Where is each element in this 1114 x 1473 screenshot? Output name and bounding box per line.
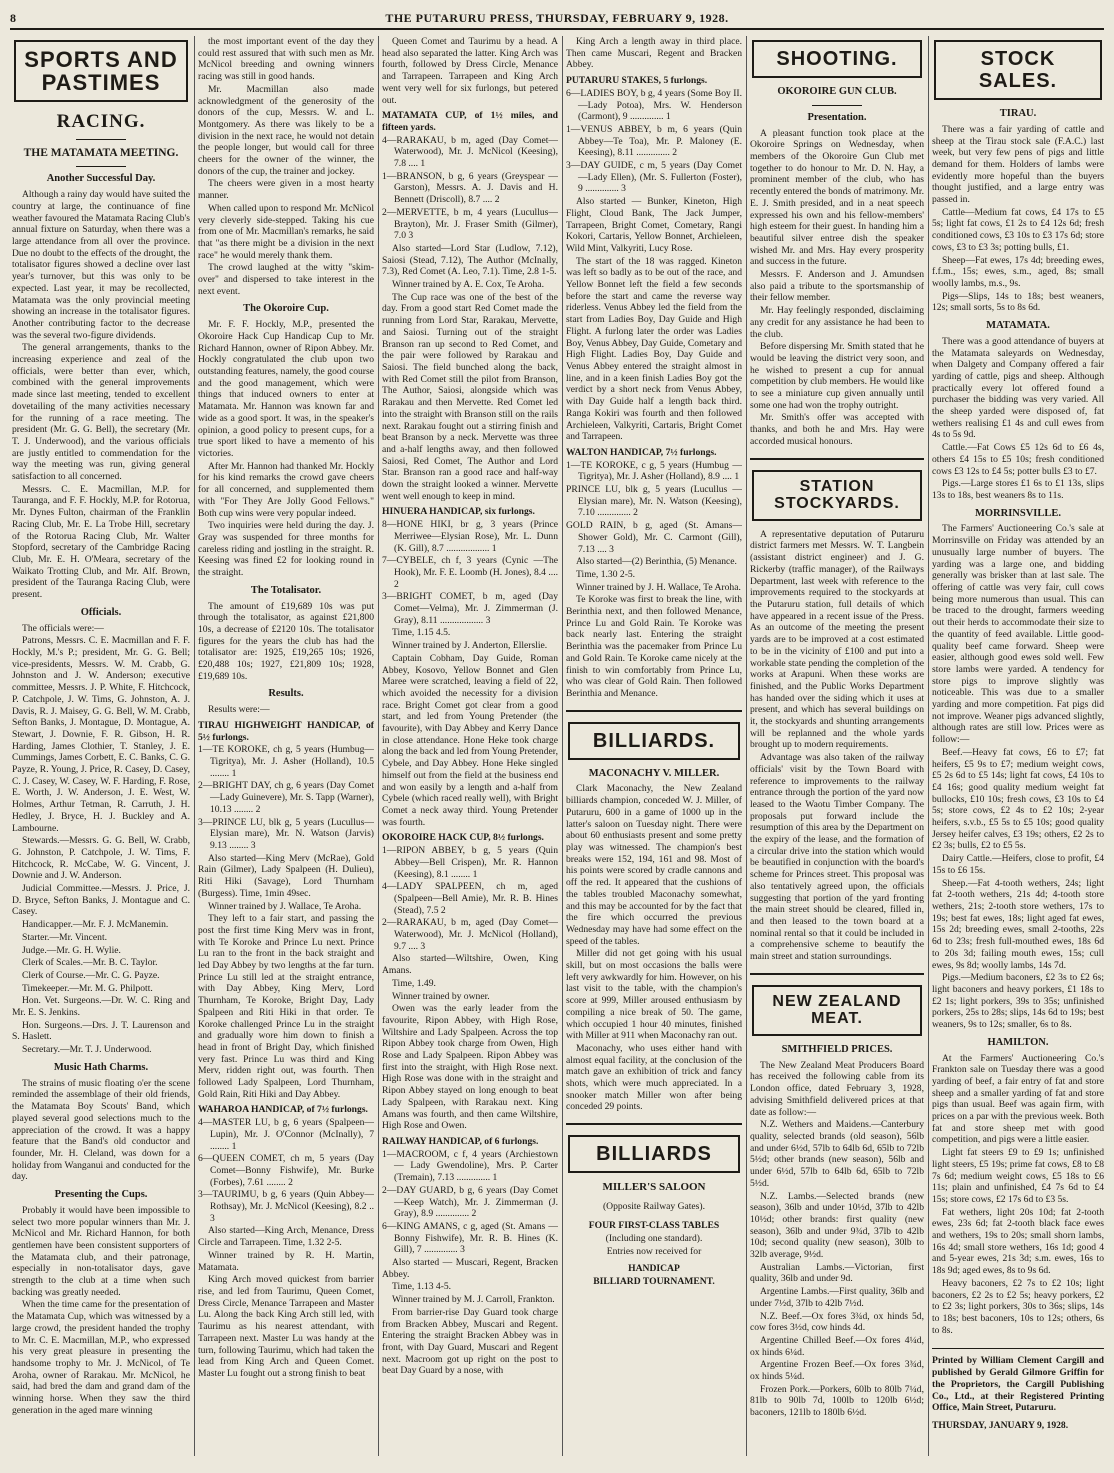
article-paragraph: A pleasant function took place at the Okoroire Springs on Wednesday, when members of the Okoroire Gun Club met together to do honour to Mr. D. N. Hay, a prominent member of the club, who has recently entered the bonds of matrimony. Mr. E. J. Smith presided, and in a neat speech expressed his own and his fellow-members' high esteem for their guest. In handing him a beautiful silver entree dish the speaker wished Mr. and Mrs. Hay every prosperity and success in the future. xyxy=(750,127,924,268)
race-note: From barrier-rise Day Guard took charge from Bracken Abbey, Muscari and Regent. Entering the straight Bracken Abbey was in front, with Day Guard, Muscari and Regent next. Macroom got up right on the post to beat Day Guard by a nose, with xyxy=(382,1306,558,1377)
price-line: N.Z. Beef.—Ox fores 3¾d, ox hinds 5d, cow fores 3½d, cow hinds 4d. xyxy=(750,1310,924,1334)
music-heading: Music Hath Charms. xyxy=(53,1061,149,1073)
article-paragraph: The strains of music floating o'er the scene reminded the assemblage of their old friends, the Matamata Boy Scouts' Band, which played several good selections much to the appreciation of the crowd. It was a happy feature that the Band's old conductor and founder, Mr. H. Cleland, was down for a holiday from Wanganui and conducted for the day. xyxy=(12,1077,190,1183)
officials-line: Stewards.—Messrs. G. G. Bell, W. Crabb, G. Johnston, P. Catchpole, J. W. Tims, F. Hitchcock, R. McCabe, W. G. Vincent, J. Downie and J. W. Anderson. xyxy=(12,835,190,882)
stock-sales-header: STOCK SALES. xyxy=(934,40,1102,100)
price-line: Fat wethers, light 20s 10d; fat 2-tooth ewes, 23s 6d; fat 2-tooth black face ewes and wethers, 19s to 20s; small shorn lambs, 16s 4d; small store wethers, 16s 1d; good 4 and 5-year ewes, 21s 3d; s.m. ewes, 16s to 18s 9d; aged ewes, 8s to 9s 6d. xyxy=(932,1206,1104,1277)
article-paragraph: the most important event of the day they could rest assured that with such men as Mr. McNicol breeding and owning winners racing was still in good hands. xyxy=(198,36,374,83)
officials-line: Hon. Vet. Surgeons.—Dr. W. C. Ring and Mr. E. S. Jenkins. xyxy=(12,995,190,1019)
race-note: They left to a fair start, and passing the post the first time King Merv was in front, with Te Koroke and Prince Lu next. Prince Lu ran to the front in the back straight and led Day Abbey by two lengths at the far turn. Prince Lu still led at the straight entrance, with Day Abbey, King Merv, Lord Thurnham, Te Koroke, Bright Day, Lady Spalpeen and Riti Hiki in that order. Te Koroke challenged Prince Lu in the straight and gradually wore him down to finish a head in front of Bright Day, which finished very fast. Prince Lu was third and King Merv, ridden right out, was fourth. Then followed Lady Spalpeen, Lord Thurnham, Gold Rain, Riti Hiki and Day Abbey. xyxy=(198,913,374,1100)
article-paragraph: Probably it would have been impossible to select two more popular winners than Mr. J. McNicol and Mr. Richard Hannon, for both gentlemen have been consistent supporters of the Matamata club, and their patronage, especially in non-totalisator days, gave strength to the club at a time when such backing was greatly needed. xyxy=(12,1204,190,1298)
race-heading: RAILWAY HANDICAP, of 6 furlongs. xyxy=(382,1135,539,1147)
race-note: Winner trained by J. H. Wallace, Te Aroha. xyxy=(576,581,741,593)
race-note: The start of the 18 was ragged. Kineton was left so badly as to be out of the race, and Yellow Bonnet left the field a few seconds before the start and came the reverse way riderless. Venus Abbey led the field from the start from Ladies Boy, Day Guide and High Flight. A furlong later the order was Ladies Boy, Venus Abbey, Day Guide, Cometary and High Flight. Ladies Boy, Day Guide and Venus Abbey entered the straight almost in line, and in a keen finish Ladies Boy got the verdict by a short neck from Venus Abbey, with Day Guide half a length back third. Ranga Kokiri was fourth and then followed Archieleen, Valkyriti, Cartaris, Bright Comet and Tarrapeen. xyxy=(566,255,742,443)
divider xyxy=(566,1123,742,1125)
gun-club-heading: OKOROIRE GUN CLUB. xyxy=(777,86,897,97)
article-paragraph: Mr. Hay feelingly responded, disclaiming any credit for any assistance he had been to the club. xyxy=(750,305,924,340)
article-paragraph: There was a good attendance of buyers at the Matamata saleyards on Wednesday, when Dalgety and Company offered a fair yarding of cattle, pigs and sheep. Although practically every lot offered found a purchaser the bidding was very varied. All the sheep yarded were disposed of, fat wethers realising £1 4s and cull ewes from 4s to 5s 9d. xyxy=(932,335,1104,441)
price-line: Frozen Pork.—Porkers, 60lb to 80lb 7¼d, 81lb to 90lb 7d, 100lb to 120lb 6½d; baconers, 121lb to 180lb 6½d. xyxy=(750,1383,924,1419)
credit-date: THURSDAY, JANUARY 9, 1928. xyxy=(932,1419,1069,1431)
column-rule xyxy=(194,36,195,1456)
race-note: Time, 1.30 2-5. xyxy=(576,568,636,580)
officials-line: Patrons, Messrs. C. E. Macmillan and F. F. Hockly, M.'s P.; president, Mr. G. G. Bell; vice-presidents, Messrs. W. M. Crabb, G. Johnston and J. W. Anderson; executive committee, Messrs. J. P. White, F. Hitchcock, P. Catchpole, J. W. Tims, G. Johnston, A. J. Davis, R. J. Maisey, G. G. Bell, W. M. Crabb, Sefton Banks, J. Montague, D. Montague, A. Stewart, J. Downie, F. R. Gibson, H. R. Harding, James Clothier, T. Stanley, J. E. Cummings, James Corbett, E. C. Banks, C. G. Payze, R. Young, J. Price, R. Casey, D. Casey, C. J. Casey, W. Casey, W. F. Harding, F. Rose, E. Worth, J. W. Anderson, J. E. West, W. Holmes, Arthur Tetman, R. Carruth, J. H. Hedley, J. Bryce, H. J. Buckley and A. Lambourne. xyxy=(12,635,190,834)
article-paragraph: Two inquiries were held during the day. J. Gray was suspended for three months for careless riding and jostling in the straight. R. Keesing was fined £2 for looking round in the straight. xyxy=(198,520,374,579)
shooting-header: SHOOTING. xyxy=(752,40,922,78)
race-note: Also started — Muscari, Regent, Bracken Abbey. xyxy=(382,1257,558,1280)
race-note: Also started—(2) Berinthia, (5) Menance. xyxy=(576,556,737,568)
race-entry: 4—LADY SPALPEEN, ch m, aged (Spalpeen—Bell Amie), Mr. R. B. Hines (Stead), 7.5 2 xyxy=(382,881,558,916)
printer-credit: Printed by William Clement Cargill and published by Gerald Gilmore Griffin for the Proprietors, the Cargill Publishing Co., Ltd., at their Registered Printing Office, Main Street, Putaruru. xyxy=(932,1348,1104,1414)
race-note: Also started—King Merv (McRae), Gold Rain (Gilmer), Lady Spalpeen (H. Dulieu), Riti Hiki (Savage), Lord Thurnham (Burgess). Time, 1min 49sec. xyxy=(198,852,374,899)
race-entry: 1—MACROOM, c f, 4 years (Archiestown — Lady Gwendoline), Mrs. P. Carter (Tremain), 7.13 .............. 1 xyxy=(382,1148,558,1184)
presentation-heading: Presentation. xyxy=(807,111,867,123)
billiards-header: BILLIARDS. xyxy=(568,722,740,760)
race-heading: OKOROIRE HACK CUP, 8½ furlongs. xyxy=(382,832,544,844)
officials-line: Judicial Committee.—Messrs. J. Price, J. D. Bryce, Sefton Banks, J. Montague and C. Casey. xyxy=(12,883,190,918)
race-note: Winner trained by owner. xyxy=(392,990,490,1002)
price-line: N.Z. Lambs.—Selected brands (new season), 36lb and under 10½d, 37lb to 42lb 10½d; other brands: first quality (new season), 36lb and under 9¾d, 37lb to 42lb 10d; second quality (new season), 30lb to 32lb average, 9½d. xyxy=(750,1190,924,1261)
divider xyxy=(750,458,924,460)
price-line: Sheep—Fat ewes, 17s 4d; breeding ewes, f.f.m., 15s; ewes, s.m., aged, 8s; small woolly lambs, m.s., 9s. xyxy=(932,254,1104,289)
column-rule xyxy=(746,36,747,1456)
race-note: Winner trained by J. Wallace, Te Aroha. xyxy=(208,900,362,912)
column-rule xyxy=(928,36,929,1456)
column-5 xyxy=(750,36,924,1456)
sports-header: SPORTS AND PASTIMES xyxy=(14,40,188,102)
race-heading: PUTARURU STAKES, 5 furlongs. xyxy=(566,75,708,87)
race-note: The Cup race was one of the best of the day. From a good start Red Comet made the running from Lord Star, Rarakau, Mervette, and Saiosi. Turning out of the straight Branson ran up second to Red Comet, and the pair were followed by Rarakau and Saiosi. The field bunched along the back, with Red Comet still the pilot from Branson, The Author, Saiosi, alongside which was Rarakau and then Mervette. Red Comet led into the straight with Branson still on the rails next. Rarakau fought out a stirring finish and beat Branson by a neck. Mervette was three and a-half lengths away, and then followed Saiosi, Red Comet, The Author and Lord Star. Branson ran a good race and half-way down the straight looked a winner. Mervette went well enough to keep in mind. xyxy=(382,291,558,502)
column-rule xyxy=(378,36,379,1456)
price-line: Sheep.—Fat 4-tooth wethers, 24s; light fat 2-tooth wethers, 21s 4d; 4-tooth store wethers, 21s; 2-tooth store wethers, 17s to 19s; best fat ewes, 18s; light aged fat ewes, 15s 2d; breeding ewes, small 2-tooths, 22s 6d to 23s; fresh full-mouthed ewes, 18s 6d to 20s 3d; failing mouth ewes, 15s; cull ewes, 9s 8d; woolly lambs, 14s 7d. xyxy=(932,877,1104,971)
racing-heading: RACING. xyxy=(56,111,146,133)
officials-line: Clerk of Course.—Mr. C. G. Payze. xyxy=(22,969,160,981)
price-line: Heavy baconers, £2 7s to £2 10s; light baconers, £2 2s to £2 5s; heavy porkers, £2 to £2 3s; light porkers, 30s to 36s; slips, 14s to 18s; best baconers, 10s to 12s; others, 6s to 8s. xyxy=(932,1277,1104,1336)
race-entry: 2—BRIGHT DAY, ch g, 6 years (Day Comet—Lady Guinevere), Mr. S. Tapp (Warner), 10.13 ........ 2 xyxy=(198,780,374,815)
article-paragraph: There was a fair yarding of cattle and sheep at the Tirau stock sale (F.A.C.) last week, but very few pens of pigs and little demand for them. Holders of lambs were evidently more hopeful than the buyers thought justified, and a large entry was passed in. xyxy=(932,123,1104,206)
price-line: Dairy Cattle.—Heifers, close to profit, £4 15s to £6 15s. xyxy=(932,853,1104,876)
masthead xyxy=(10,8,1104,30)
page-columns xyxy=(12,36,1104,1466)
price-line: Argentine Chilled Beef.—Ox fores 4¼d, ox hinds 6¼d. xyxy=(750,1334,924,1358)
divider xyxy=(76,166,126,167)
race-note: Winner trained by R. H. Martin, Matamata. xyxy=(198,1249,374,1273)
ad-tables: FOUR FIRST-CLASS TABLES xyxy=(588,1220,720,1232)
saloon-location: (Opposite Railway Gates). xyxy=(602,1200,706,1212)
race-entry: 3—DAY GUIDE, c m, 5 years (Day Comet—Lady Ellen), (Mr. S. Fullerton (Foster), 9 .............. 3 xyxy=(566,160,742,195)
race-note: Time, 1.13 4-5. xyxy=(392,1281,452,1293)
race-note: Winner trained by A. E. Cox, Te Aroha. xyxy=(392,279,544,291)
column-1 xyxy=(12,36,190,1456)
race-entry: 1—TE KOROKE, ch g, 5 years (Humbug—Tigritya), Mr. J. Asher (Holland), 10.5 ........ 1 xyxy=(198,744,374,779)
article-paragraph: Maconachy, who uses either hand with almost equal facility, at the conclusion of the match gave an exhibition of trick and fancy shots, which were much appreciated. In a snooker match Miller won after being conceded 29 points. xyxy=(566,1042,742,1113)
race-note: Te Koroke was first to break the line, with Berinthia next, and then followed Menance, Prince Lu and Gold Rain. Te Koroke was back nearly last. Entering the straight Berinthia was the pacemaker from Prince Lu and Gold Rain. Te Koroke came nicely at the finish to win comfortably from Prince Lu, who was clear of Gold Rain. Then followed Berinthia and Menance. xyxy=(566,594,742,699)
article-paragraph: The crowd laughed at the witty "skim-over" and dispersed to take interest in the next event. xyxy=(198,262,374,297)
ad-standard: (Including one standard). xyxy=(605,1232,703,1244)
race-note: Also started — Bunker, Kineton, High Flight, Cloud Bank, The Jack Jumper, Tarrapeen, Bright Comet, Cometary, Rangi Kokori, Cartaris, Yellow Bonnet, Archieleen, Wild Mint, Valkyriti, Lucy Rose. xyxy=(566,196,742,254)
race-entry: 2—MERVETTE, b m, 4 years (Lucullus—Brayton), Mr. J. Fraser Smith (Gilmer), 7.0 3 xyxy=(382,206,558,242)
article-paragraph: When called upon to respond Mr. McNicol very cleverly side-stepped. Taking his cue from one of Mr. Macmillan's remarks, he said that "as there might be a division in the next race" he would merely thank them. xyxy=(198,202,374,261)
race-entry: 3—TAURIMU, b g, 6 years (Quin Abbey—Rothsay), Mr. J. McNicol (Keesing), 8.2 .. 3 xyxy=(198,1189,374,1224)
race-entry: 1—TE KOROKE, c g, 5 years (Humbug — Tigrityа), Mr. J. Asher (Holland), 8.9 .... 1 xyxy=(566,459,742,483)
race-entry: 2—RARAKAU, b m, aged (Day Comet—Waterwood), Mr. J. McNicol (Holland), 9.7 .... 3 xyxy=(382,917,558,952)
article-paragraph: Although a rainy day would have suited the country at large, the continuance of fine weather favoured the Matamata Racing Club's annual fixture on Saturday, when there was a large attendance from all over the province. Due no doubt to the effects of the drought, the totalisator figures showed a decline over last year's turnover, but this was only to be expected. Last year, it may be recollected, Matamata was the only provincial meeting showing an increase in the totalisator figures. Another contributing factor to the decrease was the several two-figure dividends. xyxy=(12,189,190,341)
race-entry: PRINCE LU, blk g, 5 years (Lucullus — Elysian mare), Mr. N. Watson (Keesing), 7.10 .............. 2 xyxy=(566,484,742,519)
hamilton-heading: HAMILTON. xyxy=(987,1036,1049,1048)
race-entry: 1—RIPON ABBEY, b g, 5 years (Quin Abbey—Bell Crispen), Mr. R. Hannon (Keesing), 8.1 ........ 1 xyxy=(382,845,558,880)
article-paragraph: Mr. Smith's offer was accepted with thanks, and both he and Mrs. Hay were accorded musical honours. xyxy=(750,412,924,447)
price-line: Beef.—Heavy fat cows, £6 to £7; fat heifers, £5 9s to £7; medium weight cows, £5 2s 6d to £5 14s; light fat cows, £4 10s to £4 16s; good quality medium weight fat bullocks, £10 10s; fresh cows, £3 10s to £4 5s; store cows, £2 4s to £2 10s; 2-year heifers, s.v.b., £5 5s to £5 10s; good quality Jersey heifer calves, £3 19s; others, £2 2s to £2 3s; bulls, £2 to £5 5s. xyxy=(932,746,1104,852)
race-note: Also started—Lord Star (Ludlow, 7.12), Saiosi (Stead, 7.12), The Author (McInally, 7.3), Red Comet (A. Leo, 7.1). Time, 2.8 1-5. xyxy=(382,242,558,278)
results-heading: Results. xyxy=(268,688,304,700)
article-paragraph: Advantage was also taken of the railway officials' visit by the Town Board with reference to improvements to the railway entrance through the portion of the yard now leased to the Waotu Timber Company. The proposals put forward include the resumption of this area by the Department on the expiry of the lease, and the formation of a circular drive into the station which would be beautified in conjunction with the board's scheme for Princes street. This proposal was also tentatively agreed upon, the officials suggesting that portion of the yard fronting the main street should be cleared, filled in, and then leased to the town board at a nominal rental so that it could be included in a comprehensive scheme to beautify the main street and station surroundings. xyxy=(750,752,924,963)
price-line: Argentine Frozen Beef.—Ox fores 3¾d, ox hinds 5¼d. xyxy=(750,1359,924,1383)
race-note: Time, 1.49. xyxy=(392,977,436,989)
article-paragraph: King Arch a length away in third place. Then came Muscari, Regent and Bracken Abbey. xyxy=(566,36,742,71)
race-heading: WALTON HANDICAP, 7½ furlongs. xyxy=(566,446,717,458)
officials-heading: Officials. xyxy=(80,606,122,618)
column-3 xyxy=(382,36,558,1456)
divider xyxy=(76,139,126,140)
tirau-heading: TIRAU. xyxy=(999,108,1037,119)
saloon-name: MILLER'S SALOON xyxy=(602,1181,706,1194)
officials-line: Hon. Surgeons.—Drs. J. T. Laurenson and S. Haslett. xyxy=(12,1019,190,1043)
race-heading: WAHAROA HANDICAP, of 7½ furlongs. xyxy=(198,1104,368,1116)
race-note: Also started—Wiltshire, Owen, King Amans. xyxy=(382,953,558,977)
morrinsville-heading: MORRINSVILLE. xyxy=(974,507,1062,519)
article-paragraph: Before dispersing Mr. Smith stated that he would be leaving the district very soon, and he wished to present a cup for annual competition by club members. He would like to see a miniature cup given annually until some one had won the trophy outright. xyxy=(750,341,924,411)
okoroire-cup-heading: The Okoroire Cup. xyxy=(243,303,329,315)
column-rule xyxy=(562,36,563,1456)
article-paragraph: Messrs. F. Anderson and J. Amundsen also paid a tribute to the sportsmanship of their fellow member. xyxy=(750,269,924,304)
race-entry: 1—VENUS ABBEY, b m, 6 years (Quin Abbey—Te Toa), Mr. P. Maloney (E. Keesing), 8.11 .............. 2 xyxy=(566,123,742,159)
race-note: King Arch moved quickest from barrier rise, and led from Taurimu, Queen Comet, Dress Circle, Menance Tarrapeen and Master Lu. Along the back King Arch still led, with Taurimu as his nearest attendant, with Tarrapeen next. Master Lu was handy at the turn, following Taurimu, which had taken the lead from King Arch and Queen Comet. Master Lu fought out a strong finish to beat xyxy=(198,1274,374,1379)
race-note: Owen was the early leader from the favourite, Ripon Abbey, with High Rose, Wiltshire and Lady Spalpeen. Across the top Ripon Abbey took charge from Owen, High Rose and Lady Spalpeen. Ripon Abbey was first into the straight, with High Rose next. High Rose was done with in the straight and Ripon Abbey stayed on long enough to beat Lady Spalpeen, with Rarakau next. King Amans was fourth, and then came Wiltshire, High Rose and Owen. xyxy=(382,1003,558,1132)
price-line: N.Z. Wethers and Maidens.—Canterbury quality, selected brands (old season), 56lb and under 6½d, 57lb to 64lb 6d, 65lb to 72lb 5½d; other brands (new season), 56lb and under 6½d, 57lb to 64lb 6d, 65lb to 72lb 5½d. xyxy=(750,1119,924,1189)
officials-line: The officials were:— xyxy=(22,622,104,634)
race-entry: 4—RARAKAU, b m, aged (Day Comet—Waterwood), Mr. J. McNicol (Keesing), 7.8 .... 1 xyxy=(382,134,558,170)
officials-line: Timekeeper.—Mr. M. G. Philpott. xyxy=(22,982,153,994)
officials-line: Judge.—Mr. G. H. Wylie. xyxy=(22,944,121,956)
article-paragraph: After Mr. Hannon had thanked Mr. Hockly for his kind remarks the crowd gave cheers for all concerned, and supplemented them with "For They Are Jolly Good Fellows." Both cup wins were very popular indeed. xyxy=(198,460,374,519)
billiards-subheading: MACONACHY V. MILLER. xyxy=(588,767,720,779)
article-paragraph: The Farmers' Auctioneering Co.'s sale at Morrinsville on Friday was attended by an unusually large number of buyers. The yarding was a large one, and bidding generally was brisker than at last sale. The offering of cattle was very fair, cull cows being more numerous than usual. This can be traced to the drought, farmers weeding out their herds to accommodate their size to the quantity of feed available. Little good-quality beef came forward. Sheep were easier, although good ewes sold well. Few store lambs were yarded. A tendency for store pigs to improve slightly was noticeable. This was due to a smaller yarding and more competition. Fat pigs did not improve. Weaner pigs advanced slightly, although rates are still low. Prices were as follow:— xyxy=(932,523,1104,746)
price-line: Cattle.—Fat Cows £5 12s 6d to £6 4s, others £4 15s to £5 10s; fresh conditioned cows £3 12s to £4 5s; potter bulls £3 to £7. xyxy=(932,442,1104,477)
race-entry: 2—DAY GUARD, b g, 6 years (Day Comet—Keep Watch), Mr. J. Zimmerman (J. Gray), 8.9 .............. 2 xyxy=(382,1184,558,1220)
cups-heading: Presenting the Cups. xyxy=(54,1189,148,1201)
officials-line: Handicapper.—Mr. F. J. McManemin. xyxy=(22,919,169,931)
race-entry: 1—BRANSON, b g, 6 years (Greyspear — Garston), Messrs. A. J. Davis and H. Bennett (Driscoll), 8.7 .... 2 xyxy=(382,170,558,206)
article-paragraph: The general arrangements, thanks to the increasing experience and zeal of the officials, were better than ever, which, combined with the general improvements made since last meeting, tended to excellent dovetailing of the many activities necessary for the running of a race meeting. The president (Mr. G. G. Bell), the secretary (Mr. T. J. Underwood), and the various officials are justly entitled to commendation for the way the meeting was run, giving general satisfaction to all concerned. xyxy=(12,342,190,483)
article-paragraph: A representative deputation of Putaruru district farmers met Messrs. W. T. Langbein (assistant district engineer) and J. G. Rickerby (traffic manager), of the Railways Department, last week with reference to the improvements required to the stockyards at the Putaruru station, full details of which have appeared in a recent issue of the Press. As an outcome of the meeting the present yards are to be improved at a cost estimated to be in the vicinity of £100 and put into a workable state pending the completion of the works at Arapuni. When these works are finished, and the Public Works Department has handed over the siding which it uses at present, and which has several buildings on it, the stockyards and shunting arrangements will be replanned and the whole yards brought up to modern requirements. xyxy=(750,528,924,751)
page-number: 8 xyxy=(10,10,17,25)
ad-tournament: BILLIARD TOURNAMENT. xyxy=(593,1276,715,1288)
article-paragraph: Results were:— xyxy=(208,704,270,716)
officials-line: Clerk of Scales.—Mr. B. C. Taylor. xyxy=(22,957,158,969)
article-paragraph: Miller did not get going with his usual skill, but on most occasions the balls were left very awkwardly for him. However, on his last visit to the table, with the champion's score at 999, Miller aroused enthusiasm by compiling a nice break of 50. The game, which occupied 1 hour 40 minutes, finished with Miller at 911 when Maconachy ran out. xyxy=(566,948,742,1042)
article-paragraph: Messrs. C. E. Macmillan, M.P. for Tauranga, and F. F. Hockly, M.P. for Rotorua, Mr. Dynes Fulton, chairman of the Franklin Racing Club, Mr. E. La Trobe Hill, secretary of the Rotorua Racing Club, Mr. Walter Stopford, secretary of the Cambridge Racing Club, Mr. E. H. O'Meara, secretary of the Waikato Trotting Club, and Mr. Alf. Brown, president of the Tauranga Racing Club, were present. xyxy=(12,483,190,601)
race-heading: TIRAU HIGHWEIGHT HANDICAP, of 5½ furlongs. xyxy=(198,719,374,743)
article-paragraph: The cheers were given in a most hearty manner. xyxy=(198,178,374,202)
matamata-heading: MATAMATA. xyxy=(986,320,1050,332)
race-note: Winner trained by M. J. Carroll, Frankton. xyxy=(392,1294,555,1306)
ad-entries: Entries now received for xyxy=(606,1245,702,1257)
meeting-heading: THE MATAMATA MEETING. xyxy=(23,147,179,160)
officials-line: Starter.—Mr. Vincent. xyxy=(22,931,108,943)
price-line: Argentine Lambs.—First quality, 36lb and under 7½d, 37lb to 42lb 7½d. xyxy=(750,1286,924,1309)
price-line: Australian Lambs.—Victorian, first quality, 36lb and under 9d. xyxy=(750,1261,924,1285)
race-entry: 8—HONE HIKI, br g, 3 years (Prince Merriwee—Elysian Rose), Mr. L. Dunn (K. Gill), 8.7 .................. 1 xyxy=(382,519,558,554)
column-2 xyxy=(198,36,374,1456)
race-entry: 4—MASTER LU, b g, 6 years (Spalpeen—Lupin), Mr. J. O'Connor (McInally), 7 ........ 1 xyxy=(198,1117,374,1152)
article-paragraph: Queen Comet and Taurimu by a head. A head also separated the latter. King Arch was fourth, followed by Dress Circle, Menance and Tarrapeen. Tarrapeen and King Arch went very well for six furlongs, but petered out. xyxy=(382,36,558,106)
smithfield-heading: SMITHFIELD PRICES. xyxy=(781,1043,893,1055)
race-entry: 6—LADIES BOY, b g, 4 years (Some Boy II.—Lady Potoa), Mrs. W. Henderson (Carmont), 9 .............. 1 xyxy=(566,87,742,123)
meeting-subheading: Another Successful Day. xyxy=(46,173,156,185)
billiards-ad-header: BILLIARDS xyxy=(568,1135,740,1173)
column-6 xyxy=(932,36,1104,1456)
price-line: Light fat steers £9 to £9 1s; unfinished light steers, £5 19s; prime fat cows, £8 to £8 7s 6d; medium weight cows, £5 18s to £6 11s; plain and unfinished, £4 7s 6d to £4 15s; store cows, £2 17s 6d to £3 5s. xyxy=(932,1147,1104,1205)
divider xyxy=(750,973,924,975)
column-4 xyxy=(566,36,742,1456)
article-paragraph: Mr. Macmillan also made acknowledgment of the generosity of the donors of the cup, Messrs. W. and L. Montgomery. As there was likely to be a division in the next race, he would not detain the people longer, but would call for three cheers for the owner of the winner, the donors of the cup, the trainer and jockey. xyxy=(198,83,374,177)
masthead-title: THE PUTARURU PRESS, THURSDAY, FEBRUARY 9, 1928. xyxy=(385,10,729,25)
race-entry: 6—QUEEN COMET, ch m, 5 years (Day Comet—Bonny Fishwife), Mr. Burke (Forbes), 7.61 ........ 2 xyxy=(198,1153,374,1188)
race-entry: 3—BRIGHT COMET, b m, aged (Day Comet—Velma), Mr. J. Zimmerman (J. Gray), 8.11 .................. 3 xyxy=(382,591,558,626)
race-note: Also started—King Arch, Menance, Dress Circle and Tarrapeen. Time, 1.32 2-5. xyxy=(198,1225,374,1249)
race-note: Winner trained by J. Anderton, Ellerslie. xyxy=(392,640,548,652)
race-note: Time, 1.15 4.5. xyxy=(392,627,451,639)
price-line: Pigs.—Large stores £1 6s to £1 13s, slips 13s to 18s, best weaners 8s to 11s. xyxy=(932,478,1104,501)
article-paragraph: The New Zealand Meat Producers Board has received the following cable from its London office, dated February 3, 1928, advising Smithfield delivered prices at that date as follow:— xyxy=(750,1059,924,1118)
ad-handicap: HANDICAP xyxy=(628,1263,680,1275)
divider xyxy=(812,105,862,106)
race-entry: 7—CYBELE, ch f, 3 years (Cynic —The Hook), Mr. F. E. Loomb (H. Jones), 8.4 .... 2 xyxy=(382,555,558,590)
article-paragraph: Clark Maconachy, the New Zealand billiards champion, conceded W. J. Miller, of Putaruru, 600 in a game of 1000 up in the latter's saloon on Tuesday night. There were about 60 enthusiasts present and some pretty play was witnessed. The champion's best breaks were 152, 194, 161 and 98. Most of his points were scored by cradle cannons and off the red. It appeared that the cushions of the tables troubled Maconachy somewhat, and this may be accounted for by the fact that the fire which occurred the previous Wednesday may have had some effect on the speed of the tables. xyxy=(566,783,742,947)
divider xyxy=(566,710,742,712)
article-paragraph: Mr. F. F. Hockly, M.P., presented the Okoroire Hack Cup Handicap Cup to Mr. Richard Hannon, owner of Ripon Abbey. Mr. Hockly congratulated the club upon two outstanding features, namely, the good course and the good management, which were things that induced owners to enter at Matamata. Mr. Hannon was known far and wide as a good sport. It was, in the speaker's opinion, a good policy to present cups, for a true sport liked to have a memento of his victories. xyxy=(198,319,374,459)
race-entry: 6—KING AMANS, c g, aged (St. Amans — Bonny Fishwife), Mr. R. B. Hines (K. Gill), 7 .............. 3 xyxy=(382,1220,558,1256)
meat-header: NEW ZEALAND MEAT. xyxy=(752,985,922,1036)
race-heading: MATAMATA CUP, of 1½ miles, and fifteen yards. xyxy=(382,110,558,133)
totalisator-heading: The Totalisator. xyxy=(250,584,322,596)
price-line: Pigs.—Medium baconers, £2 3s to £2 6s; light baconers and heavy porkers, £1 18s to £2 1s; light porkers, 39s to 35s; unfinished porkers, 25s to 28s; slips, 14s 6d to 19s; best weaners, 9s to 12s; smaller, 6s to 8s. xyxy=(932,972,1104,1031)
price-line: Cattle—Medium fat cows, £4 17s to £5 5s; light fat cows, £1 2s to £4 12s 6d; fresh conditioned cows, £3 10s to £3 17s 6d; store cows, £3 to £3 3s; potting bulls, £1. xyxy=(932,206,1104,253)
race-entry: 3—PRINCE LU, blk g, 5 years (Lucullus—Elysian mare), Mr. N. Watson (Jarvis) 9.13 ........ 3 xyxy=(198,816,374,851)
article-paragraph: The amount of £19,689 10s was put through the totalisator, as against £21,800 10s, a decrease of £2120 10s. The totalisator figures for the years the club has had the totalisator are: 1925, £19,265 10s; 1926, £20,488 10s; 1927, £21,809 10s; 1928, £19,689 10s. xyxy=(198,600,374,682)
race-note: Captain Cobham, Day Guide, Roman Abbey, Kosovo, Yellow Bonnet and Glen Maree were scratched, leaving a field of 22, which avoided the necessity for a division race. Bright Comet got clear from a good start, and led from Young Pretender (the favourite), with Day Abbey and Kerry Dance in close attendance. Hone Heke took charge along the back and led from Young Pretender, Cybele, and Day Abbey. Hone Heke singled himself out from the field at the business end and won easily by a length and a-half from Cybele (which raced really well), with Bright Comet a neck away third. Young Pretender was fourth. xyxy=(382,652,558,828)
race-entry: GOLD RAIN, b g, aged (St. Amans—Shower Gold), Mr. C. Carmont (Gill), 7.13 .... 3 xyxy=(566,520,742,555)
officials-line: Secretary.—Mr. T. J. Underwood. xyxy=(22,1044,152,1056)
race-heading: HINUERA HANDICAP, six furlongs. xyxy=(382,506,535,518)
stockyards-header: STATION STOCKYARDS. xyxy=(752,470,922,521)
article-paragraph: When the time came for the presentation of the Matamata Cup, which was witnessed by a large crowd, the president handed the trophy to Mr. C. E. Macmillan, M.P., who expressed his very great pleasure in presenting the handsome trophy to Mr. J. McNicol, of Te Aroha, owner of Rarakau. Mr. McNicol, he said, had bred the dam and grand dam of the winning horse. When they saw the third generation in the aged mare winning xyxy=(12,1299,190,1416)
price-line: Pigs—Slips, 14s to 18s; best weaners, 12s; small sorts, 5s to 8s 6d. xyxy=(932,290,1104,314)
article-paragraph: At the Farmers' Auctioneering Co.'s Frankton sale on Tuesday there was a good yarding of beef, a fair entry of fat and store sheep and a smaller yarding of fat and store pigs than usual. Beef was again firm, with prices on a par with the previous week. Both fat and store sheep met with good competition, and pigs were a little easier. xyxy=(932,1052,1104,1146)
